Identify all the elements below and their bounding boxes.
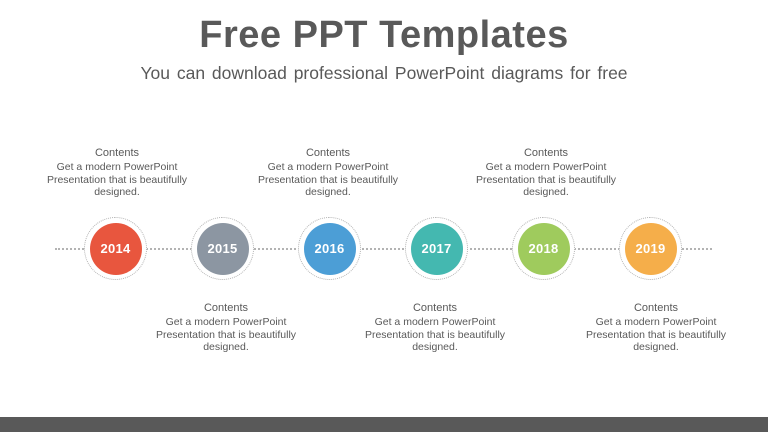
caption-heading: Contents [94, 147, 140, 159]
year-label-2018: 2018 [528, 241, 559, 256]
caption-2014 [42, 147, 192, 199]
timeline-node-2014 [84, 217, 147, 280]
caption-body: Get a modern PowerPoint Presentation that is beautifully designed. [585, 316, 727, 353]
caption-body: Get a modern PowerPoint Presentation that is beautifully designed. [257, 161, 399, 198]
timeline-node-2018 [512, 217, 575, 280]
timeline-node-2015 [191, 217, 254, 280]
caption-heading: Contents [412, 302, 458, 314]
page-subtitle: You can download professional PowerPoint diagrams for free [140, 63, 628, 83]
caption-2015 [151, 302, 301, 354]
caption-heading: Contents [523, 147, 569, 159]
year-label-2017: 2017 [421, 241, 452, 256]
footer-bar [0, 417, 768, 432]
year-label-2019: 2019 [635, 241, 666, 256]
year-circle-2017 [411, 223, 463, 275]
caption-2019 [581, 302, 731, 354]
timeline-node-2017 [405, 217, 468, 280]
year-circle-2019 [625, 223, 677, 275]
year-circle-2018 [518, 223, 570, 275]
year-label-2014: 2014 [100, 241, 131, 256]
year-circle-2015 [197, 223, 249, 275]
caption-2017 [360, 302, 510, 354]
caption-2018 [471, 147, 621, 199]
page-title: Free PPT Templates [199, 14, 569, 56]
year-label-2015: 2015 [207, 241, 238, 256]
caption-body: Get a modern PowerPoint Presentation that is beautifully designed. [475, 161, 617, 198]
caption-heading: Contents [633, 302, 679, 314]
year-circle-2016 [304, 223, 356, 275]
caption-2016 [253, 147, 403, 199]
timeline-node-2019 [619, 217, 682, 280]
year-circle-2014 [90, 223, 142, 275]
caption-body: Get a modern PowerPoint Presentation that is beautifully designed. [155, 316, 297, 353]
timeline-connector-line [55, 248, 712, 250]
caption-body: Get a modern PowerPoint Presentation that is beautifully designed. [364, 316, 506, 353]
caption-body: Get a modern PowerPoint Presentation that is beautifully designed. [46, 161, 188, 198]
caption-heading: Contents [305, 147, 351, 159]
year-label-2016: 2016 [314, 241, 345, 256]
caption-heading: Contents [203, 302, 249, 314]
timeline-node-2016 [298, 217, 361, 280]
